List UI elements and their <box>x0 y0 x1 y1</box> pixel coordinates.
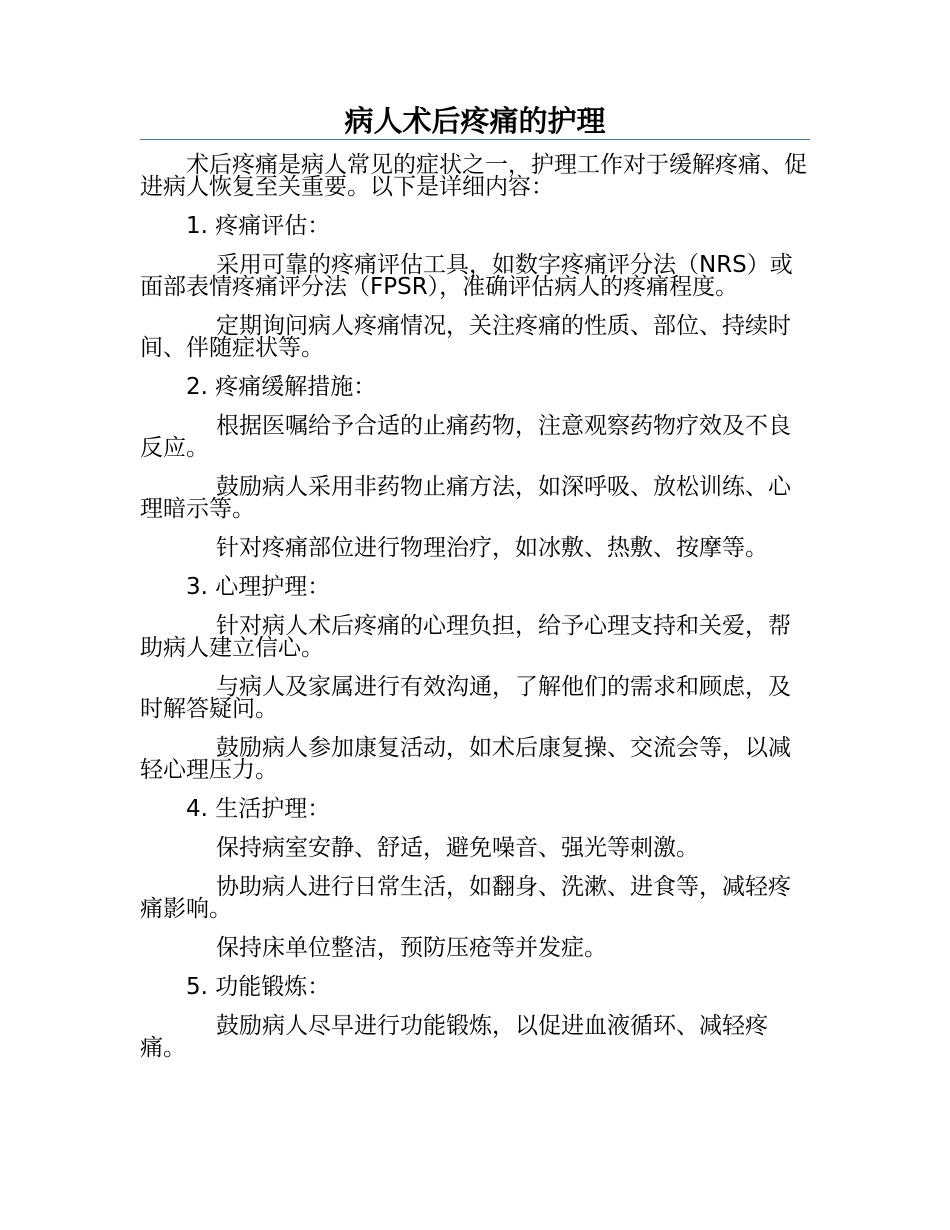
intro-paragraph: 术后疼痛是病人常见的症状之一，护理工作对于缓解疼痛、促进病人恢复至关重要。以下是详细内容： <box>140 152 807 200</box>
section-item: 保持病室安静、舒适，避免噪音、强光等刺激。 <box>216 835 699 861</box>
section-item: 定期询问病人疼痛情况，关注疼痛的性质、部位、持续时间、伴随症状等。 <box>140 313 791 361</box>
section-item: 鼓励病人参加康复活动，如术后康复操、交流会等，以减轻心理压力。 <box>140 735 791 783</box>
section-item: 采用可靠的疼痛评估工具，如数字疼痛评分法（NRS）或面部表情疼痛评分法（FPSR），准确评估病人的疼痛程度。 <box>140 252 793 300</box>
document-title: 病人术后疼痛的护理 <box>344 104 606 138</box>
section-item: 保持床单位整洁，预防压疮等并发症。 <box>216 935 607 961</box>
section-item: 根据医嘱给予合适的止痛药物，注意观察药物疗效及不良反应。 <box>140 413 791 461</box>
document-body <box>140 154 810 1076</box>
section-item: 针对病人术后疼痛的心理负担，给予心理支持和关爱，帮助病人建立信心。 <box>140 613 791 661</box>
title-underline <box>140 139 810 140</box>
section-heading-functional-exercise: 5. 功能锻炼： <box>186 974 331 1000</box>
section-heading-pain-relief: 2. 疼痛缓解措施： <box>186 374 377 400</box>
section-item: 鼓励病人尽早进行功能锻炼，以促进血液循环、减轻疼痛。 <box>140 1013 768 1061</box>
section-item: 与病人及家属进行有效沟通，了解他们的需求和顾虑，及时解答疑问。 <box>140 674 791 722</box>
section-item: 针对疼痛部位进行物理治疗，如冰敷、热敷、按摩等。 <box>216 535 768 561</box>
section-item: 鼓励病人采用非药物止痛方法，如深呼吸、放松训练、心理暗示等。 <box>140 474 791 522</box>
section-heading-pain-assessment: 1. 疼痛评估： <box>186 213 331 239</box>
section-item: 协助病人进行日常生活，如翻身、洗漱、进食等，减轻疼痛影响。 <box>140 874 791 922</box>
section-heading-daily-care: 4. 生活护理： <box>186 796 331 822</box>
section-heading-psychological-care: 3. 心理护理： <box>186 574 331 600</box>
